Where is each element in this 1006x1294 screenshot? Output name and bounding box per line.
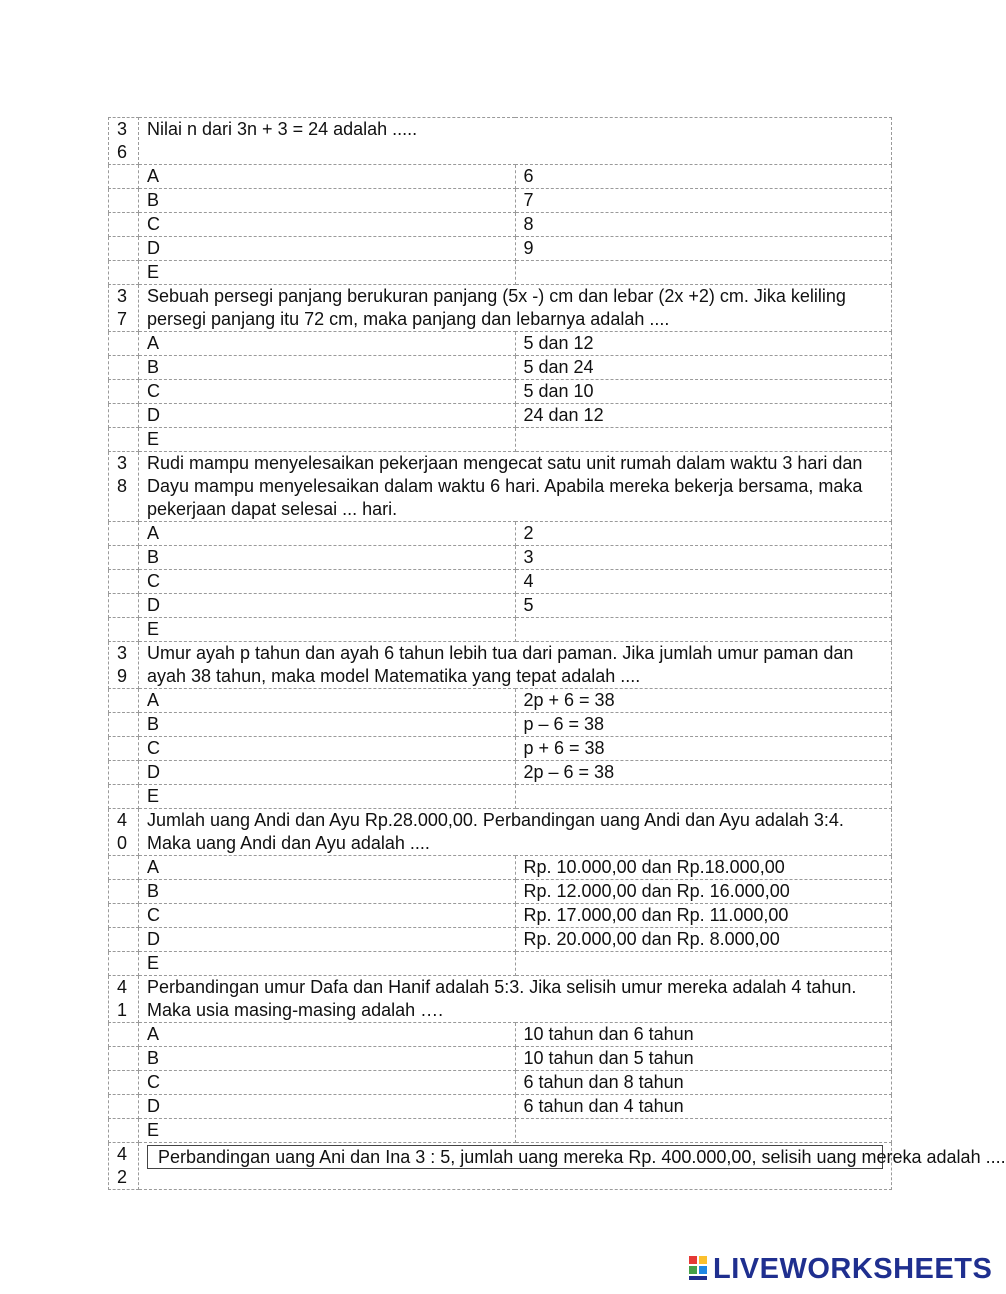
empty-number-cell (109, 618, 139, 642)
empty-number-cell (109, 928, 139, 952)
option-answer[interactable] (515, 618, 892, 642)
option-letter: E (139, 952, 516, 976)
option-answer[interactable]: 5 dan 10 (515, 380, 892, 404)
option-row[interactable] (109, 880, 892, 904)
empty-number-cell (109, 856, 139, 880)
option-letter: A (139, 856, 516, 880)
empty-number-cell (109, 237, 139, 261)
question-text-cell (139, 1143, 1006, 1190)
question-number-digit: 6 (117, 142, 128, 162)
option-answer[interactable]: p + 6 = 38 (515, 737, 892, 761)
question-row (109, 642, 892, 689)
option-answer[interactable]: 9 (515, 237, 892, 261)
option-answer[interactable]: 5 (515, 594, 892, 618)
empty-number-cell (109, 1023, 139, 1047)
question-text: Jumlah uang Andi dan Ayu Rp.28.000,00. Perbandingan uang Andi dan Ayu adalah 3:4. Maka uang Andi dan Ayu adalah .... (139, 809, 892, 856)
option-row[interactable] (109, 689, 892, 713)
option-letter: C (139, 213, 516, 237)
option-letter: B (139, 189, 516, 213)
empty-number-cell (109, 165, 139, 189)
question-number (109, 1143, 139, 1190)
empty-number-cell (109, 522, 139, 546)
option-answer[interactable]: 2 (515, 522, 892, 546)
option-letter: A (139, 522, 516, 546)
question-number (109, 642, 139, 689)
option-row[interactable] (109, 1071, 892, 1095)
question-number-digit: 0 (117, 833, 128, 853)
empty-number-cell (109, 189, 139, 213)
empty-number-cell (109, 570, 139, 594)
option-letter: D (139, 237, 516, 261)
option-letter: D (139, 761, 516, 785)
option-answer[interactable]: 5 dan 12 (515, 332, 892, 356)
option-row[interactable] (109, 761, 892, 785)
option-row[interactable] (109, 785, 892, 809)
option-letter: E (139, 428, 516, 452)
empty-number-cell (109, 404, 139, 428)
question-number-digit: 8 (117, 476, 128, 496)
option-letter: B (139, 1047, 516, 1071)
option-row[interactable] (109, 737, 892, 761)
empty-number-cell (109, 904, 139, 928)
question-number (109, 809, 139, 856)
option-answer[interactable]: Rp. 10.000,00 dan Rp.18.000,00 (515, 856, 892, 880)
question-row (109, 452, 892, 522)
question-text: Sebuah persegi panjang berukuran panjang (5x -) cm dan lebar (2x +2) cm. Jika keliling persegi panjang itu 72 cm, maka panjang dan lebarnya adalah .... (139, 285, 892, 332)
option-row[interactable] (109, 380, 892, 404)
question-text: Rudi mampu menyelesaikan pekerjaan mengecat satu unit rumah dalam waktu 3 hari dan Dayu mampu menyelesaikan dalam waktu 6 hari. Apabila mereka bekerja bersama, maka pekerjaan dapat selesai ... hari. (139, 452, 892, 522)
option-row[interactable] (109, 713, 892, 737)
option-letter: B (139, 356, 516, 380)
option-letter: E (139, 785, 516, 809)
empty-number-cell (109, 356, 139, 380)
question-number-digit: 7 (117, 309, 128, 329)
question-number-digit: 3 (117, 119, 128, 139)
option-answer[interactable] (515, 261, 892, 285)
liveworksheets-icon (689, 1256, 709, 1282)
option-row[interactable] (109, 856, 892, 880)
empty-number-cell (109, 880, 139, 904)
option-answer[interactable]: 7 (515, 189, 892, 213)
empty-number-cell (109, 1095, 139, 1119)
question-number-digit: 4 (117, 1144, 128, 1164)
question-number (109, 452, 139, 522)
option-answer[interactable]: 8 (515, 213, 892, 237)
option-row[interactable] (109, 952, 892, 976)
option-letter: E (139, 261, 516, 285)
question-number-digit: 1 (117, 1000, 128, 1020)
option-answer[interactable]: 6 tahun dan 4 tahun (515, 1095, 892, 1119)
option-letter: B (139, 880, 516, 904)
option-letter: C (139, 1071, 516, 1095)
empty-number-cell (109, 1119, 139, 1143)
question-number (109, 285, 139, 332)
empty-number-cell (109, 261, 139, 285)
option-answer[interactable]: 6 (515, 165, 892, 189)
option-row[interactable] (109, 237, 892, 261)
option-answer[interactable]: Rp. 12.000,00 dan Rp. 16.000,00 (515, 880, 892, 904)
liveworksheets-wordmark: LIVEWORKSHEETS (713, 1252, 993, 1285)
option-row[interactable] (109, 189, 892, 213)
option-row[interactable] (109, 1047, 892, 1071)
question-number-digit: 3 (117, 643, 128, 663)
question-row (109, 1143, 892, 1190)
question-text-box[interactable]: Perbandingan uang Ani dan Ina 3 : 5, jumlah uang mereka Rp. 400.000,00, selisih uang mereka adalah .... (147, 1145, 883, 1169)
option-letter: E (139, 1119, 516, 1143)
option-answer[interactable]: 2p – 6 = 38 (515, 761, 892, 785)
empty-number-cell (109, 1047, 139, 1071)
question-table (108, 117, 1006, 1190)
empty-number-cell (109, 689, 139, 713)
option-row[interactable] (109, 904, 892, 928)
option-answer[interactable]: 6 tahun dan 8 tahun (515, 1071, 892, 1095)
empty-number-cell (109, 1071, 139, 1095)
option-row[interactable] (109, 928, 892, 952)
option-row[interactable] (109, 594, 892, 618)
option-answer[interactable]: 5 dan 24 (515, 356, 892, 380)
option-row[interactable] (109, 546, 892, 570)
empty-number-cell (109, 737, 139, 761)
empty-number-cell (109, 785, 139, 809)
question-number (109, 118, 139, 165)
question-number-digit: 3 (117, 453, 128, 473)
empty-number-cell (109, 594, 139, 618)
option-letter: B (139, 546, 516, 570)
empty-number-cell (109, 332, 139, 356)
option-letter: C (139, 737, 516, 761)
question-text: Perbandingan umur Dafa dan Hanif adalah 5:3. Jika selisih umur mereka adalah 4 tahun. Maka usia masing-masing adalah …. (139, 976, 892, 1023)
option-answer[interactable] (515, 428, 892, 452)
option-answer[interactable]: Rp. 20.000,00 dan Rp. 8.000,00 (515, 928, 892, 952)
option-letter: D (139, 404, 516, 428)
option-row[interactable] (109, 1119, 892, 1143)
question-number-digit: 4 (117, 977, 128, 997)
option-row[interactable] (109, 332, 892, 356)
empty-number-cell (109, 380, 139, 404)
empty-number-cell (109, 713, 139, 737)
option-row[interactable] (109, 213, 892, 237)
option-row[interactable] (109, 404, 892, 428)
question-number-digit: 4 (117, 810, 128, 830)
option-row[interactable] (109, 522, 892, 546)
option-row[interactable] (109, 428, 892, 452)
liveworksheets-logo (689, 1252, 992, 1286)
question-row (109, 809, 892, 856)
empty-number-cell (109, 213, 139, 237)
option-row[interactable] (109, 356, 892, 380)
question-number (109, 976, 139, 1023)
empty-number-cell (109, 546, 139, 570)
question-text: Nilai n dari 3n + 3 = 24 adalah ..... (139, 118, 892, 165)
option-letter: E (139, 618, 516, 642)
option-letter: A (139, 689, 516, 713)
option-row[interactable] (109, 618, 892, 642)
option-row[interactable] (109, 165, 892, 189)
option-answer[interactable]: 10 tahun dan 6 tahun (515, 1023, 892, 1047)
option-answer[interactable]: 2p + 6 = 38 (515, 689, 892, 713)
option-row[interactable] (109, 261, 892, 285)
option-answer[interactable] (515, 952, 892, 976)
option-letter: B (139, 713, 516, 737)
option-letter: C (139, 380, 516, 404)
option-answer[interactable]: p – 6 = 38 (515, 713, 892, 737)
option-answer[interactable]: 4 (515, 570, 892, 594)
question-row (109, 285, 892, 332)
option-letter: A (139, 165, 516, 189)
option-row[interactable] (109, 570, 892, 594)
question-row (109, 976, 892, 1023)
question-row (109, 118, 892, 165)
option-answer[interactable] (515, 1119, 892, 1143)
empty-number-cell (109, 952, 139, 976)
option-letter: D (139, 594, 516, 618)
question-number-digit: 9 (117, 666, 128, 686)
question-text: Umur ayah p tahun dan ayah 6 tahun lebih tua dari paman. Jika jumlah umur paman dan ayah 38 tahun, maka model Matematika yang tepat adalah .... (139, 642, 892, 689)
empty-number-cell (109, 761, 139, 785)
option-letter: A (139, 332, 516, 356)
option-answer[interactable]: Rp. 17.000,00 dan Rp. 11.000,00 (515, 904, 892, 928)
question-number-digit: 3 (117, 286, 128, 306)
option-row[interactable] (109, 1095, 892, 1119)
option-answer[interactable]: 10 tahun dan 5 tahun (515, 1047, 892, 1071)
option-letter: C (139, 904, 516, 928)
option-letter: D (139, 1095, 516, 1119)
option-answer[interactable]: 24 dan 12 (515, 404, 892, 428)
empty-number-cell (109, 428, 139, 452)
option-row[interactable] (109, 1023, 892, 1047)
option-answer[interactable] (515, 785, 892, 809)
option-answer[interactable]: 3 (515, 546, 892, 570)
option-letter: A (139, 1023, 516, 1047)
option-letter: D (139, 928, 516, 952)
option-letter: C (139, 570, 516, 594)
question-number-digit: 2 (117, 1167, 128, 1187)
